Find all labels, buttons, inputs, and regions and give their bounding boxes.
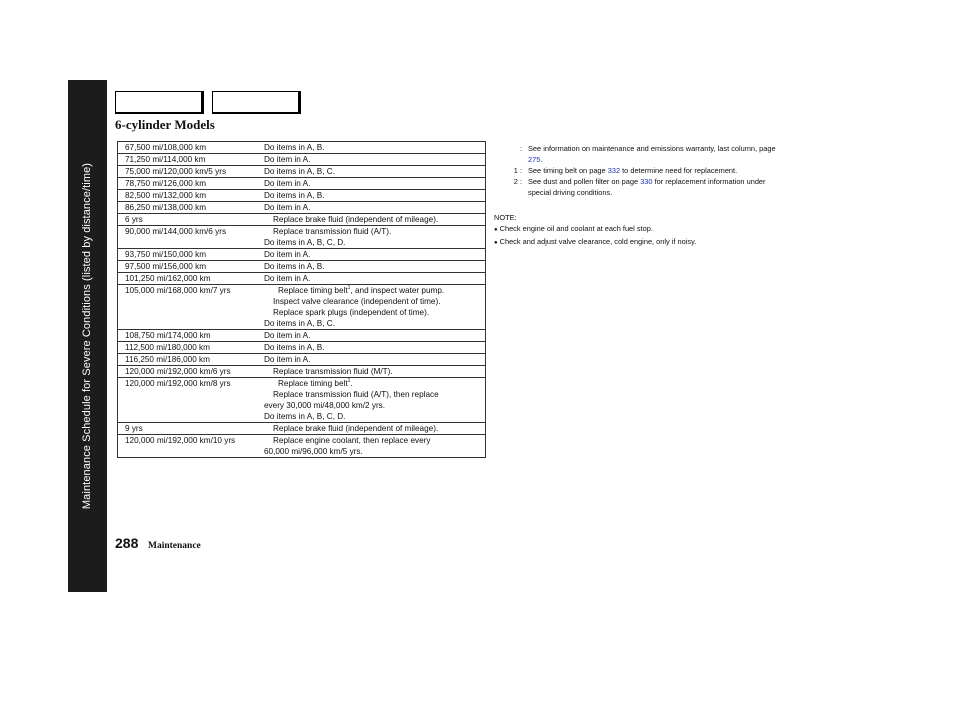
interval-cell: 71,250 mi/114,000 km (118, 154, 258, 166)
service-text: Do item in A. (264, 274, 311, 283)
note-bullet: ● Check engine oil and coolant at each fuel stop. (494, 223, 784, 236)
footnote-item (494, 143, 784, 165)
service-line (264, 154, 485, 165)
service-line (264, 142, 485, 153)
service-line (264, 285, 485, 296)
footnote-list (494, 143, 784, 198)
footnote-key: 2 : (513, 177, 522, 186)
service-line (264, 226, 485, 237)
interval-cell: 112,500 mi/180,000 km (118, 342, 258, 354)
service-cell (257, 249, 486, 261)
table-row (118, 354, 486, 366)
service-cell (257, 261, 486, 273)
service-text: Replace transmission fluid (A/T), then replace (273, 390, 439, 399)
service-line (264, 389, 485, 400)
table-row (118, 435, 486, 458)
service-text: Do items in A, B. (264, 143, 325, 152)
footnote-ref: 1 (347, 378, 351, 384)
note-heading: NOTE: (494, 213, 517, 222)
service-text: Do items in A, B. (264, 262, 325, 271)
service-text: Replace spark plugs (independent of time). (273, 308, 430, 317)
service-line (264, 202, 485, 213)
footnote-item (494, 165, 784, 176)
page-number: 288 (115, 535, 139, 551)
service-line (264, 400, 485, 411)
footnote-text (528, 176, 784, 198)
service-line (264, 273, 485, 284)
interval-cell: 90,000 mi/144,000 km/6 yrs (118, 226, 258, 249)
page-link[interactable]: 332 (607, 166, 621, 175)
table-row (118, 166, 486, 178)
interval-cell: 78,750 mi/126,000 km (118, 178, 258, 190)
interval-cell: 120,000 mi/192,000 km/10 yrs (118, 435, 258, 458)
note-bullet-list (494, 223, 784, 249)
service-text: Replace transmission fluid (A/T). (273, 227, 392, 236)
interval-cell: 108,750 mi/174,000 km (118, 330, 258, 342)
table-row (118, 423, 486, 435)
service-cell (257, 342, 486, 354)
footnote-pre: See dust and pollen filter on page (528, 177, 641, 186)
service-text: Do item in A. (264, 203, 311, 212)
table-row (118, 214, 486, 226)
service-line (264, 307, 485, 318)
footnote-item (494, 176, 784, 198)
interval-cell: 116,250 mi/186,000 km (118, 354, 258, 366)
service-cell (257, 378, 486, 423)
service-text: Inspect valve clearance (independent of time). (273, 297, 441, 306)
side-vertical-title: Maintenance Schedule for Severe Conditions (listed by distance/time) (81, 162, 94, 510)
footnote-pre: See timing belt on page (528, 166, 608, 175)
service-cell (257, 435, 486, 458)
service-text: Do items in A, B. (264, 191, 325, 200)
table-row (118, 226, 486, 249)
table-row (118, 178, 486, 190)
service-cell (257, 178, 486, 190)
service-text: Do item in A. (264, 250, 311, 259)
service-line (264, 166, 485, 177)
service-cell (257, 190, 486, 202)
service-cell (257, 366, 486, 378)
service-text: Replace timing belt (278, 286, 348, 295)
service-cell (257, 202, 486, 214)
service-cell (257, 354, 486, 366)
table-row (118, 190, 486, 202)
table-row (118, 285, 486, 330)
interval-cell: 97,500 mi/156,000 km (118, 261, 258, 273)
service-text: 60,000 mi/96,000 km/5 yrs. (264, 447, 363, 456)
schedule-table (117, 141, 486, 458)
table-row (118, 154, 486, 166)
header-tabs (115, 91, 301, 114)
interval-cell: 86,250 mi/138,000 km (118, 202, 258, 214)
service-line (264, 366, 485, 377)
interval-cell: 120,000 mi/192,000 km/6 yrs (118, 366, 258, 378)
service-line (264, 318, 485, 329)
interval-cell: 105,000 mi/168,000 km/7 yrs (118, 285, 258, 330)
table-row (118, 366, 486, 378)
footnote-post: for replacement information under special driving conditions. (528, 177, 766, 197)
page-section-name: Maintenance (148, 541, 201, 551)
header-tab-1 (115, 91, 204, 114)
service-text: Do items in A, B, C. (264, 167, 335, 176)
interval-cell: 6 yrs (118, 214, 258, 226)
footnote-text (528, 143, 784, 165)
service-line (264, 411, 485, 422)
service-text: Do item in A. (264, 179, 311, 188)
table-row (118, 202, 486, 214)
service-text: Do item in A. (264, 331, 311, 340)
service-text: Replace timing belt (278, 379, 348, 388)
interval-cell: 120,000 mi/192,000 km/8 yrs (118, 378, 258, 423)
service-cell (257, 423, 486, 435)
table-row (118, 249, 486, 261)
service-line (264, 342, 485, 353)
service-text: Do items in A, B. (264, 343, 325, 352)
notes-panel (494, 143, 784, 249)
service-text: Do items in A, B, C, D. (264, 238, 346, 247)
footnote-post: . (540, 155, 543, 164)
service-text: Replace engine coolant, then replace every (273, 436, 431, 445)
service-text: Replace transmission fluid (M/T). (273, 367, 393, 376)
footnote-key: : (519, 144, 522, 153)
footnote-post: to determine need for replacement. (620, 166, 738, 175)
service-cell (257, 142, 486, 154)
footnote-text (528, 165, 784, 176)
service-line (264, 446, 485, 457)
service-line (264, 178, 485, 189)
interval-cell: 93,750 mi/150,000 km (118, 249, 258, 261)
service-line (264, 296, 485, 307)
service-line (264, 423, 485, 434)
side-title-container (68, 80, 107, 592)
service-cell (257, 214, 486, 226)
table-row (118, 261, 486, 273)
page-link[interactable]: 275 (528, 155, 541, 164)
service-line (264, 249, 485, 260)
footnote-ref: 1 (347, 285, 351, 291)
service-text: Replace brake fluid (independent of mileage). (273, 215, 439, 224)
service-text: Do item in A. (264, 355, 311, 364)
service-cell (257, 166, 486, 178)
service-line (264, 190, 485, 201)
service-line (264, 237, 485, 248)
footnote-pre: See information on maintenance and emissions warranty, last column, page (528, 144, 776, 153)
service-text: Do items in A, B, C. (264, 319, 335, 328)
service-cell (257, 285, 486, 330)
service-text: Do items in A, B, C, D. (264, 412, 346, 421)
header-tab-2 (212, 91, 301, 114)
service-text: Do item in A. (264, 155, 311, 164)
service-cell (257, 330, 486, 342)
service-line (264, 261, 485, 272)
page-link[interactable]: 330 (640, 177, 653, 186)
table-row (118, 342, 486, 354)
service-text: Replace brake fluid (independent of mileage). (273, 424, 439, 433)
table-row (118, 378, 486, 423)
table-row (118, 142, 486, 154)
table-row (118, 330, 486, 342)
table-row (118, 273, 486, 285)
service-line (264, 214, 485, 225)
section-title: 6-cylinder Models (115, 117, 215, 132)
note-bullet: ● Check and adjust valve clearance, cold engine, only if noisy. (494, 236, 784, 249)
interval-cell: 101,250 mi/162,000 km (118, 273, 258, 285)
interval-cell: 75,000 mi/120,000 km/5 yrs (118, 166, 258, 178)
interval-cell: 67,500 mi/108,000 km (118, 142, 258, 154)
service-text-suffix: , and inspect water pump. (350, 286, 445, 295)
service-line (264, 330, 485, 341)
service-text: every 30,000 mi/48,000 km/2 yrs. (264, 401, 386, 410)
service-text-suffix: . (350, 379, 353, 388)
service-cell (257, 273, 486, 285)
service-line (264, 378, 485, 389)
service-line (264, 435, 485, 446)
service-line (264, 354, 485, 365)
footnote-key: 1 : (513, 166, 522, 175)
interval-cell: 9 yrs (118, 423, 258, 435)
interval-cell: 82,500 mi/132,000 km (118, 190, 258, 202)
service-cell (257, 226, 486, 249)
service-cell (257, 154, 486, 166)
